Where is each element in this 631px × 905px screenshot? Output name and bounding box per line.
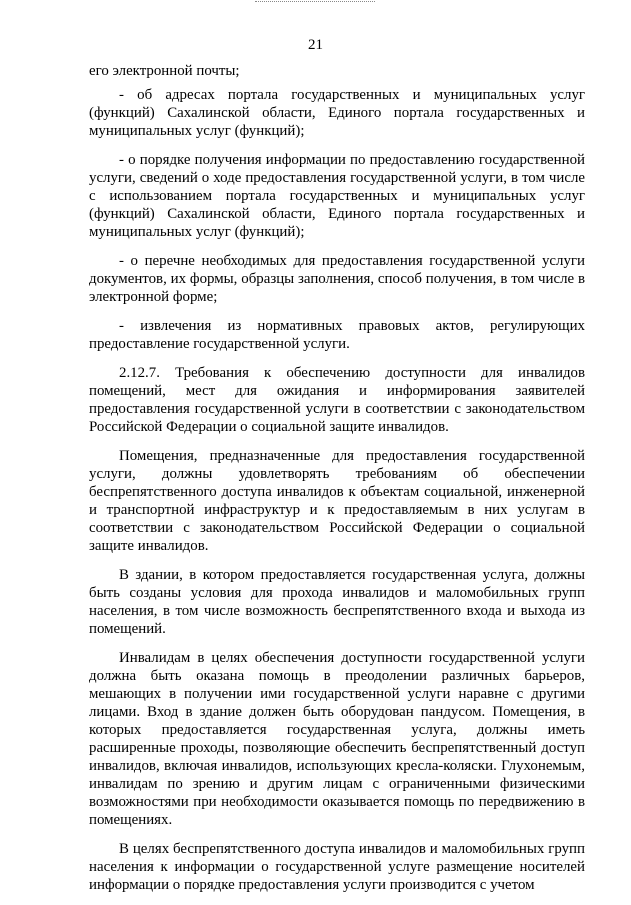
scan-top-edge	[255, 1, 375, 2]
list-item-regulations: - извлечения из нормативных правовых актов, регулирующих предоставление государственной услуги.	[89, 318, 585, 352]
page-number: 21	[308, 37, 323, 53]
paragraph-assistance: Инвалидам в целях обеспечения доступности государственной услуги должна быть оказана помощь в преодолении различных барьеров, мешающих в получении ими государственной услуги наравне с другими лицами. Вход в здание должен быть оборудован пандусом. Помещения, в которых предоставляется государственная услуга, должны иметь расширенные проходы, позволяющие обеспечить беспрепятственный доступ инвалидов, включая инвалидов, использующих кресла-коляски. Глухонемым, инвалидам по зрению и другим лицам с ограниченными физическими возможностями при необходимости оказывается помощь по передвижению в помещениях.	[89, 650, 585, 828]
list-item-info-procedure: - о порядке получения информации по предоставлению государственной услуги, сведений о ходе предоставления государственной услуги, в том числе с использованием портала государственных и муниципальных услуг (функций) Сахалинской области, Единого портала государственных и муниципальных услуг (функций);	[89, 152, 585, 240]
paragraph-continuation: его электронной почты;	[89, 63, 240, 79]
paragraph-building: В здании, в котором предоставляется государственная услуга, должны быть созданы условия для прохода инвалидов и маломобильных групп населения, в том числе возможность беспрепятственного входа и выхода из помещений.	[89, 567, 585, 637]
section-2-12-7: 2.12.7. Требования к обеспечению доступности для инвалидов помещений, мест для ожидания и информирования заявителей предоставления государственной услуги в соответствии с законодательством Российской Федерации о социальной защите инвалидов.	[89, 365, 585, 435]
paragraph-information-access: В целях беспрепятственного доступа инвалидов и маломобильных групп населения к информации о государственной услуге размещение носителей информации о порядке предоставления услуги производится с учетом	[89, 841, 585, 893]
paragraph-premises: Помещения, предназначенные для предоставления государственной услуги, должны удовлетворять требованиям об обеспечении беспрепятственного доступа инвалидов к объектам социальной, инженерной и транспортной инфраструктур и к предоставляемым в них услугам в соответствии с законодательством Российской Федерации о социальной защите инвалидов.	[89, 448, 585, 554]
list-item-documents: - о перечне необходимых для предоставления государственной услуги документов, их формы, образцы заполнения, способ получения, в том числе в электронной форме;	[89, 253, 585, 305]
document-body	[89, 62, 585, 905]
list-item-portal-addresses: - об адресах портала государственных и муниципальных услуг (функций) Сахалинской области, Единого портала государственных и муниципальных услуг (функций);	[89, 87, 585, 139]
